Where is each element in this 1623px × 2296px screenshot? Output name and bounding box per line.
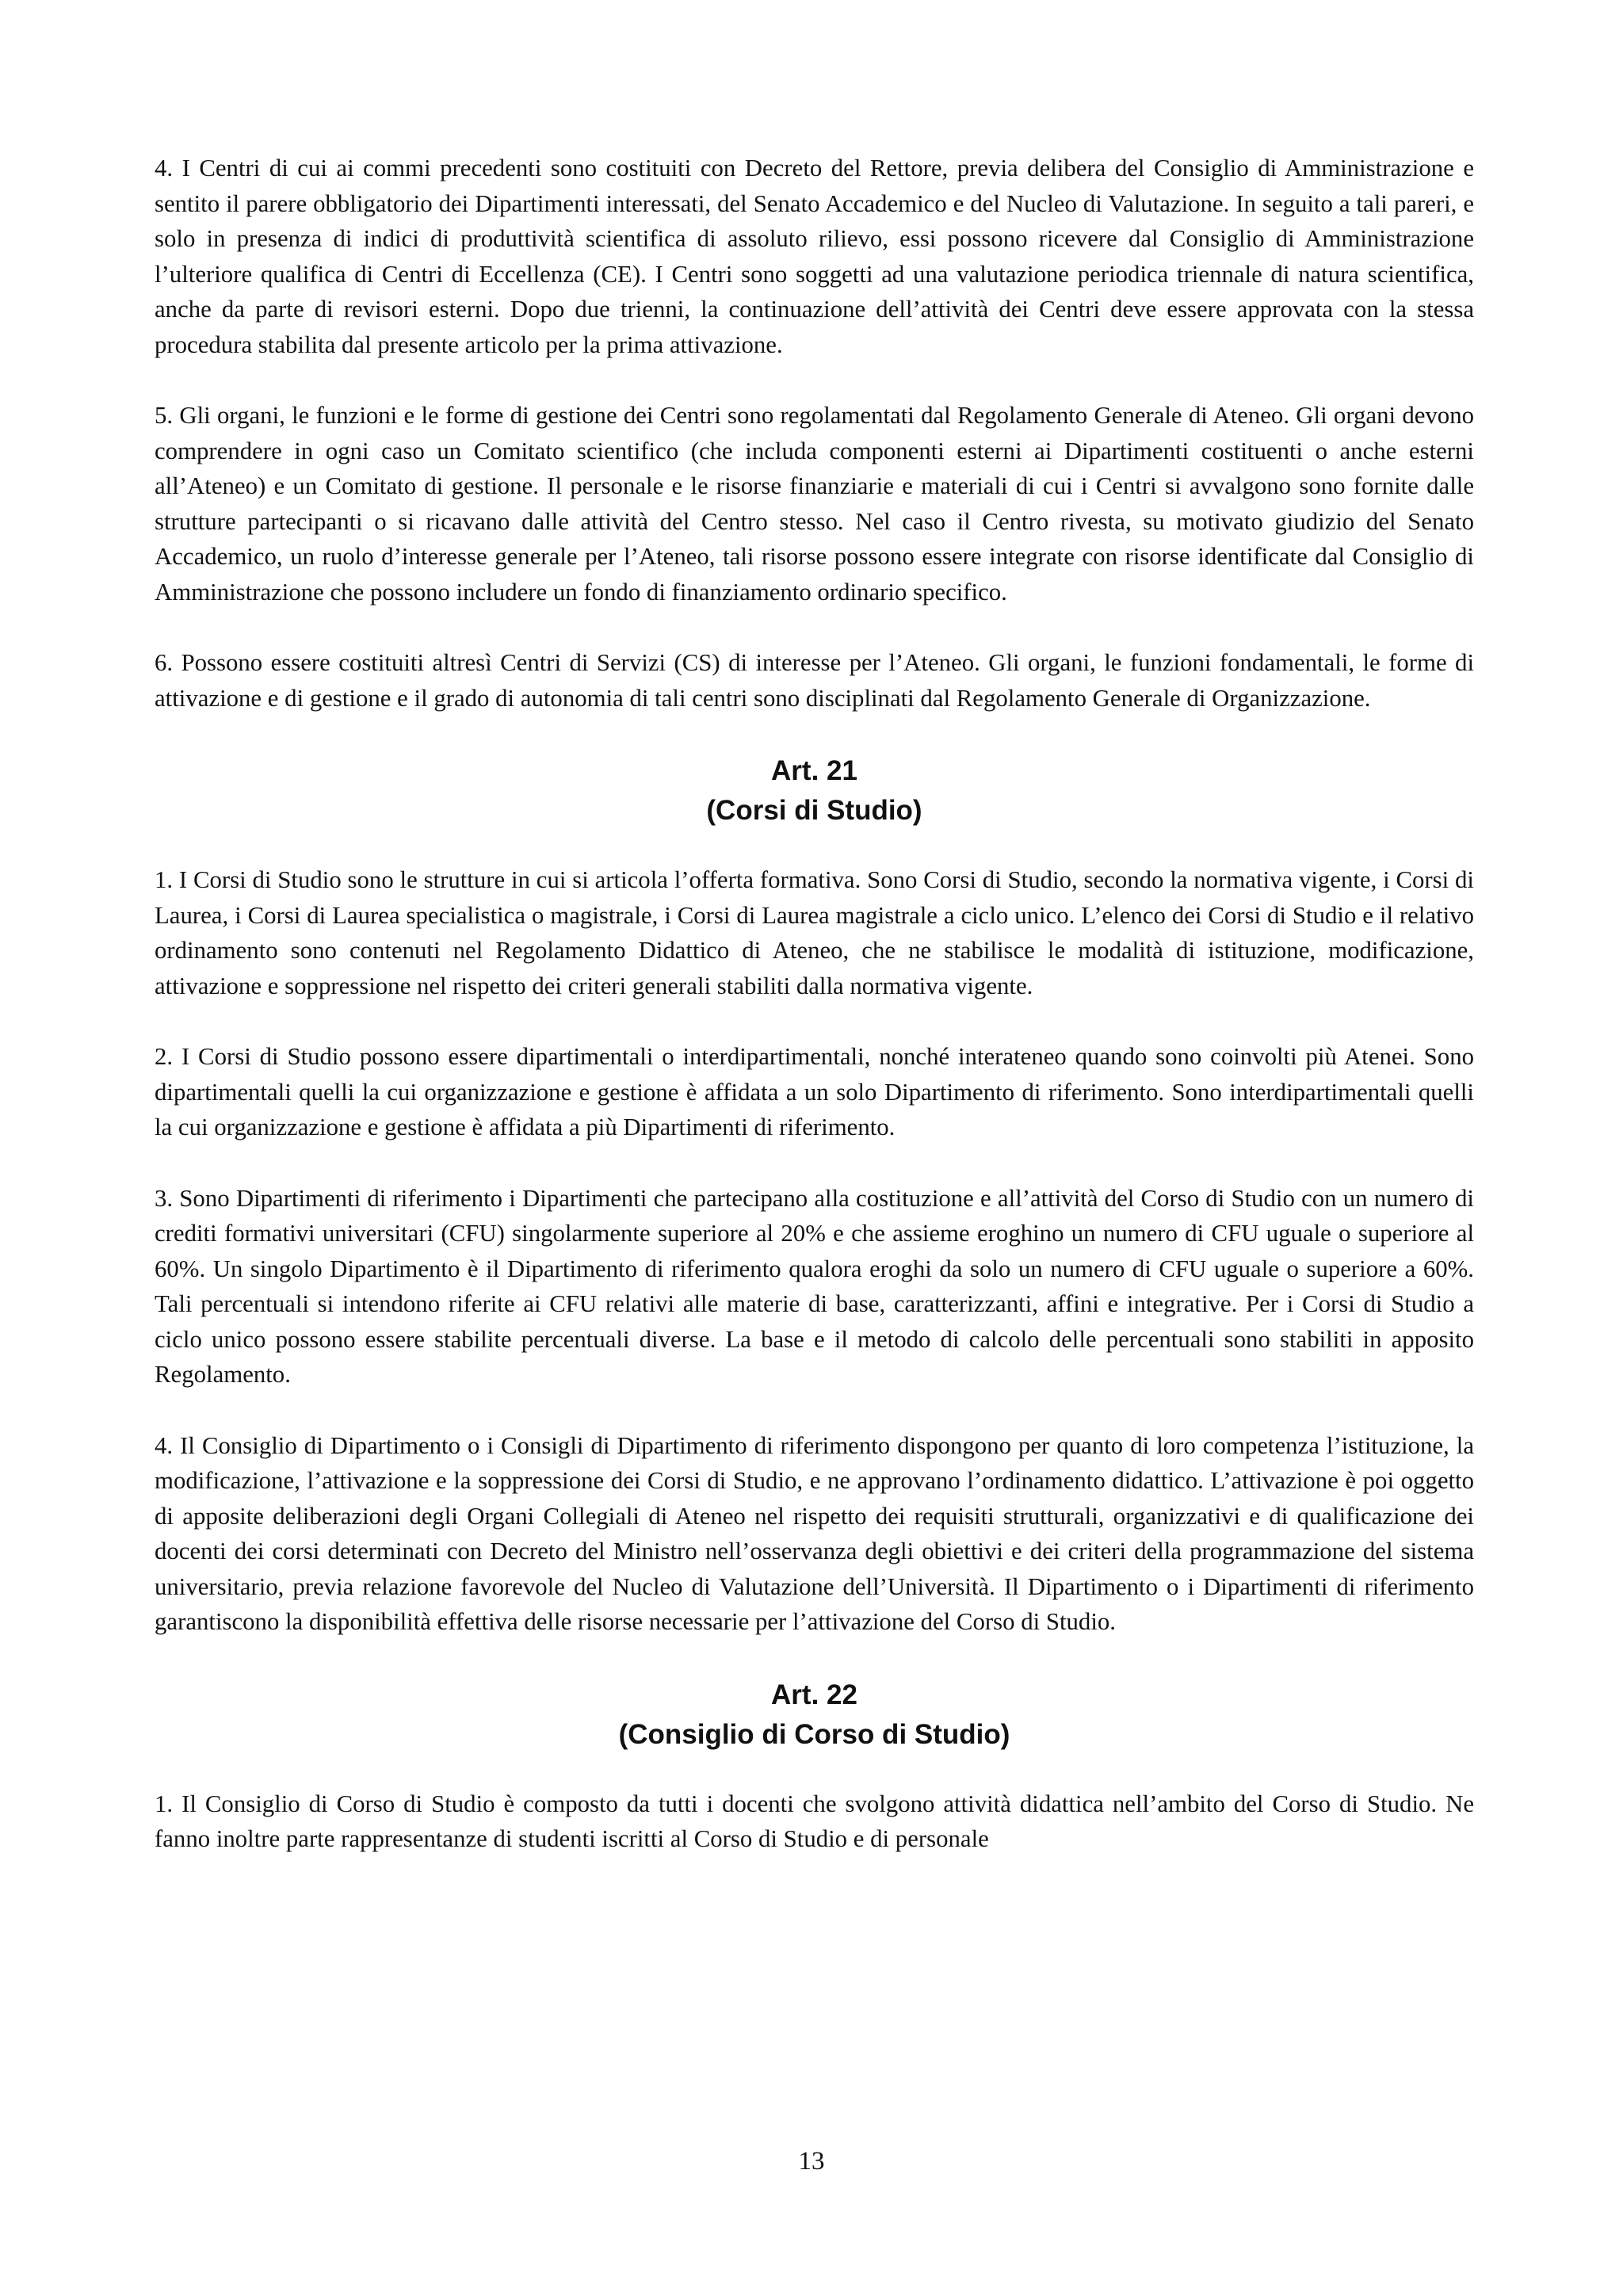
paragraph-art20-6: 6. Possono essere costituiti altresì Centri di Servizi (CS) di interesse per l’Ateneo. Gli organi, le funzioni fondamentali, le forme di attivazione e di gestione e il grado di autonomia di tali centri sono disciplinati dal Regolamento Generale di Organizzazione. [155, 649, 1474, 712]
paragraph-art22-1: 1. Il Consiglio di Corso di Studio è composto da tutti i docenti che svolgono attività didattica nell’ambito del Corso di Studio. Ne fanno inoltre parte rappresentanze di studenti iscritti al Corso di Studio e di personale [155, 1790, 1474, 1852]
article-21-title: (Corsi di Studio) [706, 795, 922, 826]
article-22-title: (Consiglio di Corso di Studio) [618, 1718, 1010, 1750]
article-22-number: Art. 22 [771, 1679, 857, 1710]
paragraph-art20-4: 4. I Centri di cui ai commi precedenti sono costituiti con Decreto del Rettore, previa delibera del Consiglio di Amministrazione e sentito il parere obbligatorio dei Dipartimenti interessati, del Senato Accademico e del Nucleo di Valutazione. In seguito a tali pareri, e solo in presenza di indici di produttività scientifica di assoluto rilievo, essi possono ricevere dal Consiglio di Amministrazione l’ulteriore qualifica di Centri di Eccellenza (CE). I Centri sono soggetti ad una valutazione periodica triennale di natura scientifica, anche da parte di revisori esterni. Dopo due trienni, la continuazione dell’attività dei Centri deve essere approvata con la stessa procedura stabilita dal presente articolo per la prima attivazione. [155, 155, 1474, 358]
paragraph-art21-3: 3. Sono Dipartimenti di riferimento i Dipartimenti che partecipano alla costituzione e all’attività del Corso di Studio con un numero di crediti formativi universitari (CFU) singolarmente superiore al 20% e che assieme eroghino un numero di CFU uguale o superiore al 60%. Un singolo Dipartimento è il Dipartimento di riferimento qualora eroghi da solo un numero di CFU uguale o superiore a 60%. Tali percentuali si intendono riferite ai CFU relativi alle materie di base, caratterizzanti, affini e integrative. Per i Corsi di Studio a ciclo unico possono essere stabilite percentuali diverse. La base e il metodo di calcolo delle percentuali sono stabiliti in apposito Regolamento. [155, 1184, 1474, 1388]
article-21-number: Art. 21 [771, 755, 857, 786]
document-page [155, 151, 1474, 1857]
paragraph-art21-1: 1. I Corsi di Studio sono le strutture in cui si articola l’offerta formativa. Sono Corsi di Studio, secondo la normativa vigente, i Corsi di Laurea, i Corsi di Laurea specialistica o magistrale, i Corsi di Laurea magistrale a ciclo unico. L’elenco dei Corsi di Studio e il relativo ordinamento sono contenuti nel Regolamento Didattico di Ateneo, che ne stabilisce le modalità di istituzione, modificazione, attivazione e soppressione nel rispetto dei criteri generali stabiliti dalla normativa vigente. [155, 866, 1474, 999]
page-number: 13 [798, 2147, 825, 2176]
paragraph-art20-5: 5. Gli organi, le funzioni e le forme di gestione dei Centri sono regolamentati dal Regolamento Generale di Ateneo. Gli organi devono comprendere in ogni caso un Comitato scientifico (che includa componenti esterni ai Dipartimenti costituenti o anche esterni all’Ateneo) e un Comitato di gestione. Il personale e le risorse finanziarie e materiali di cui i Centri si avvalgono sono fornite dalle strutture partecipanti o si ricavano dalle attività del Centro stesso. Nel caso il Centro rivesta, su motivato giudizio del Senato Accademico, un ruolo d’interesse generale per l’Ateneo, tali risorse possono essere integrate con risorse identificate dal Consiglio di Amministrazione che possono includere un fondo di finanziamento ordinario specifico. [155, 402, 1474, 606]
article-22-heading [155, 1675, 1474, 1755]
article-21-heading [155, 751, 1474, 831]
paragraph-art21-2: 2. I Corsi di Studio possono essere dipartimentali o interdipartimentali, nonché interateneo quando sono coinvolti più Atenei. Sono dipartimentali quelli la cui organizzazione e gestione è affidata a un solo Dipartimento di riferimento. Sono interdipartimentali quelli la cui organizzazione e gestione è affidata a più Dipartimenti di riferimento. [155, 1043, 1474, 1140]
paragraph-art21-4: 4. Il Consiglio di Dipartimento o i Consigli di Dipartimento di riferimento dispongono per quanto di loro competenza l’istituzione, la modificazione, l’attivazione e la soppressione dei Corsi di Studio, e ne approvano l’ordinamento didattico. L’attivazione è poi oggetto di apposite deliberazioni degli Organi Collegiali di Ateneo nel rispetto dei requisiti strutturali, organizzativi e di qualificazione dei docenti dei corsi determinati con Decreto del Ministro nell’osservanza degli obiettivi e dei criteri della programmazione del sistema universitario, previa relazione favorevole del Nucleo di Valutazione dell’Università. Il Dipartimento o i Dipartimenti di riferimento garantiscono la disponibilità effettiva delle risorse necessarie per l’attivazione del Corso di Studio. [155, 1431, 1474, 1635]
